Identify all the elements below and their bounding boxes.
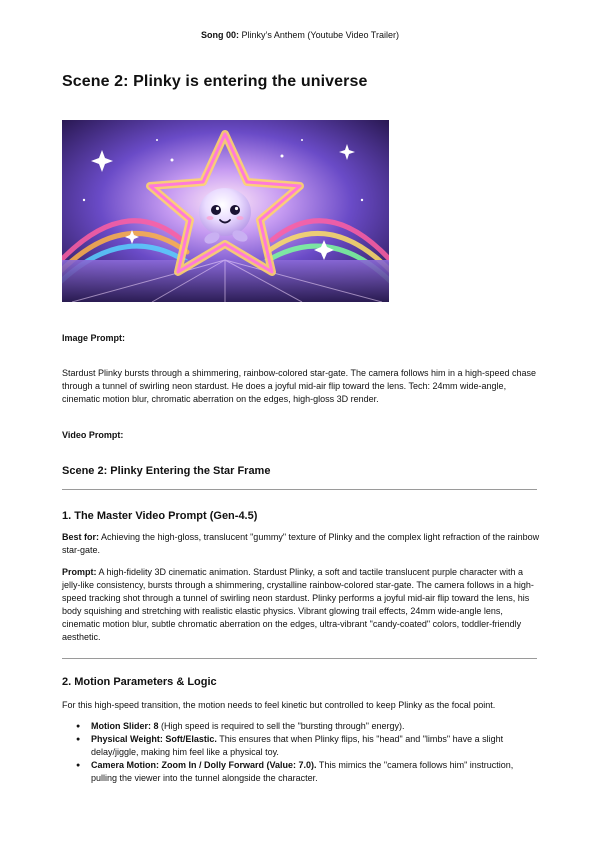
list-item-label: Motion Slider: 8 (91, 721, 159, 731)
list-item (62, 720, 540, 733)
list-item-label: Camera Motion: Zoom In / Dolly Forward (Value: 7.0). (91, 760, 317, 770)
list-item-label: Physical Weight: Soft/Elastic. (91, 734, 217, 744)
list-item-text: (High speed is required to sell the "bursting through" energy). (158, 721, 405, 731)
motion-intro: For this high-speed transition, the motion needs to feel kinetic but controlled to keep Plinky as the focal point. (62, 700, 496, 710)
list-item-text: This ensures that when Plinky flips, his "head" and "limbs" have a slight delay/jiggle, making him feel like a physical toy. (91, 734, 504, 757)
video-prompt-label: Video Prompt: (62, 430, 124, 440)
list-item (62, 733, 540, 759)
document-header (0, 30, 600, 40)
prompt-text: A high-fidelity 3D cinematic animation. Stardust Plinky, a soft and tactile translucent purple character with a jelly-like consistency, bursts through a shimmering, crystalline rainbow-colored star-gate. The camera follows in a high-speed tracking shot through a tunnel of swirling neon stardust. Plinky performs a joyful mid-air flip toward the lens, his body squishing and stretching with realistic elastic physics. Vibrant glowing trail effects, 24mm wide-angle lens, cinematic motion blur, subtle chromatic aberration on the edges, ultra-vibrant "candy-coated" colors, toddler-friendly aesthetic. (62, 567, 534, 642)
image-prompt-label: Image Prompt: (62, 333, 126, 343)
motion-heading: 2. Motion Parameters & Logic (62, 676, 217, 688)
prompt-label: Prompt: (62, 567, 97, 577)
best-for-paragraph (62, 531, 540, 557)
page-title: Scene 2: Plinky is entering the universe (62, 73, 368, 90)
image-prompt-text: Stardust Plinky bursts through a shimmering, rainbow-colored star-gate. The camera follows him in a high-speed chase through a tunnel of swirling neon stardust. He does a joyful mid-air flip toward the lens. Tech: 24mm wide-angle, cinematic motion blur, chromatic aberration on the edges, high-gloss 3D render. (62, 368, 537, 404)
divider (62, 658, 537, 659)
plinky-star-gate-image (62, 120, 389, 302)
section-heading: Scene 2: Plinky Entering the Star Frame (62, 465, 271, 477)
motion-parameter-list (62, 720, 540, 785)
master-prompt-heading: 1. The Master Video Prompt (Gen-4.5) (62, 510, 258, 522)
divider (62, 489, 537, 490)
list-item-text: This mimics the "camera follows him" instruction, pulling the viewer into the tunnel alongside the character. (91, 760, 514, 783)
header-text: Plinky’s Anthem (Youtube Video Trailer) (241, 30, 399, 40)
best-for-label: Best for: (62, 532, 100, 542)
scene-illustration (62, 120, 389, 302)
best-for-text: Achieving the high-gloss, translucent "gummy" texture of Plinky and the complex light refraction of the rainbow star-gate. (62, 532, 540, 555)
list-item (62, 759, 540, 785)
prompt-paragraph (62, 566, 540, 644)
header-label: Song 00: (201, 30, 240, 40)
